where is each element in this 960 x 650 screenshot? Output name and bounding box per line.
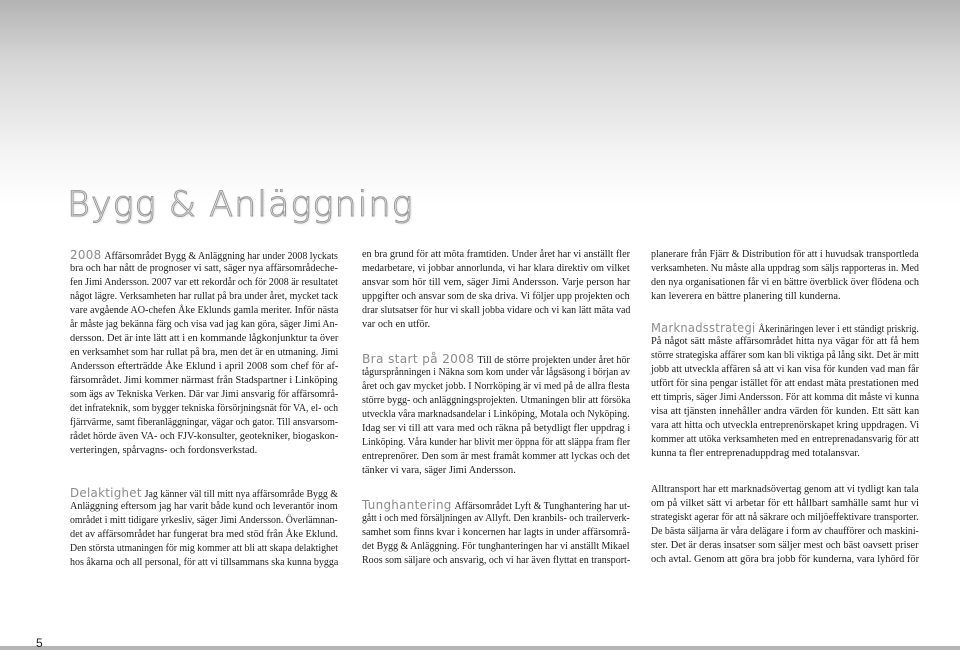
line-text: På något sätt måste affärsområdet hitta nya vägar för att få hem: [651, 336, 920, 347]
line-text: tänker vi vara, säger Jimi Andersson.: [362, 465, 516, 476]
line-text: visa att tjänsten innehåller andra värden för kunden. Ett sätt kan: [651, 406, 920, 417]
line-text: ster. Det är deras insatser som säljer mest och bäst oavsett priser: [651, 540, 919, 551]
text-line: [651, 349, 919, 363]
text-line: [651, 553, 919, 567]
line-text: något lägre. Verksamheten har rullat på bra under året, mycket tack: [70, 291, 339, 302]
line-text: kan leverera en bättre planering till kunderna.: [651, 291, 841, 302]
line-text: Roos som säljare och ansvarig, och vi har även flyttat en transport-: [362, 555, 631, 566]
line-text: området i mitt tidigare yrkesliv, säger Jimi Andersson. Överlämnan-: [70, 515, 338, 526]
line-text: fjärrvärme, samt fiberanläggningar, vägar och gator. Till ansvarsom-: [70, 417, 339, 428]
section-heading: Marknadsstrategi: [651, 320, 756, 335]
section-heading: Delaktighet: [70, 485, 142, 500]
text-line: [651, 539, 919, 553]
line-text: utveckla våra marknadsandelar i Linköping, Motala och Nyköping.: [362, 409, 630, 420]
line-text: Alltransport har ett marknadsövertag genom att vi tydligt kan tala: [651, 484, 919, 495]
line-text: Idag ser vi till att vara med och räkna på betydligt fler uppdrag i: [362, 423, 631, 434]
text-line: [651, 419, 919, 433]
line-text: större strategiska affärer som kan bli viktiga på lång sikt. Det är mitt: [651, 350, 920, 361]
text-line: [651, 391, 919, 405]
line-text: det av affärsområdet har fungerat bra med stöd från Åke Eklund.: [70, 529, 338, 540]
text-line: [651, 447, 860, 461]
text-line: [651, 335, 919, 349]
line-text: rådet hörde även VA- och FJV-konsulter, geotekniker, biogaskon-: [70, 431, 339, 442]
line-text: Jag känner väl till mitt nya affärsområde Bygg &: [144, 489, 338, 500]
line-text: det Bygg & Anläggning. För tunghanteringen har vi anställt Mikael: [362, 541, 630, 552]
section-heading: Tunghantering: [362, 497, 452, 512]
text-line: [651, 248, 919, 262]
line-text: Affärsområdet Lyft & Tunghantering har ut-: [454, 501, 631, 512]
text-line: [651, 363, 919, 377]
line-text: år måste jag bekänna färg och visa vad jag kan göra, säger Jimi An-: [70, 319, 338, 330]
line-text: verksamheten. Nu måste alla uppdrag som säljs rapporteras in. Med: [651, 263, 919, 274]
line-text: om på vilket sätt vi arbetar för ett hållbart samhälle samt hur vi: [651, 498, 919, 509]
line-text: De bästa säljarna är våra delägare i form av chaufförer och maskini-: [651, 526, 919, 537]
line-text: uppgifter och ansvar som de ska driva. Vi följer upp projekten och: [362, 291, 630, 302]
line-text: strategiskt agerar för att nå säkrare och miljöeffektivare transporter.: [651, 512, 919, 523]
line-text: den nya organisationen får vi en bättre överblick över flödena och: [651, 277, 919, 288]
line-text: dersson. Det är inte lätt att i en kommande lågkonjunktur ta över: [70, 333, 339, 344]
line-text: fen Jimi Andersson. 2007 var ett rekordår och för 2008 är resultatet: [70, 277, 338, 288]
line-text: verteringen, spårvagns- och fordonsverkstad.: [70, 445, 258, 456]
line-text: utfört för sina pengar istället för att endast mäta prestationen med: [651, 378, 919, 389]
line-text: året och gav mycket jobb. I Norrköping är vi med på de allra flesta: [362, 381, 630, 392]
line-text: en bra grund för att möta framtiden. Under året har vi anställt fler: [362, 249, 631, 260]
line-text: kunna ta fler entreprenaduppdrag med totalansvar.: [651, 448, 860, 459]
line-text: en verksamhet som har rullat på bra, men det är en utmaning. Jimi: [70, 347, 339, 358]
text-line: [651, 405, 919, 419]
line-text: bra och har nått de prognoser vi satt, säger nya affärsområdeche-: [70, 263, 338, 274]
line-text: kommer att utöka verksamheten med en entreprenadansvarig för att: [651, 434, 920, 445]
line-text: Åkerinäringen lever i ett ständigt priskrig.: [758, 324, 919, 335]
line-text: och avtal. Genom att göra bra jobb för kunderna, vara lyhörd för: [651, 554, 920, 565]
line-text: Anläggning eftersom jag har varit både kund och leverantör inom: [70, 501, 338, 512]
line-text: större bygg- och anläggningsprojekten. Utmaningen blir att försöka: [362, 395, 631, 406]
line-text: ett timpris, säger Jimi Andersson. För att komma dit måste vi kunna: [651, 392, 919, 403]
text-line: [651, 433, 919, 447]
page-number: 5: [36, 636, 43, 650]
text-line: [651, 276, 919, 290]
line-text: färsområdet. Jimi kommer närmast från Stadspartner i Linköping: [70, 375, 338, 386]
line-text: vara att hitta och utveckla entreprenörskapet kring uppdragen. Vi: [651, 420, 920, 431]
line-text: tågursprånningen i Näkna som kom under vår lågsäsong i början av: [362, 367, 631, 378]
section-heading: 2008: [70, 247, 102, 262]
line-text: som ägs av Tekniska Verken. Där var Jimi ansvarig för affärsområ-: [70, 389, 339, 400]
line-text: Andersson efterträdde Åke Eklund i april 2008 som chef för af-: [70, 361, 339, 372]
text-line: [651, 377, 919, 391]
line-text: Affärsområdet Bygg & Anläggning har under 2008 lyckats: [104, 251, 338, 262]
line-text: hos åkarna och all personal, för att vi tillsammans ska kunna bygga: [70, 557, 339, 568]
line-text: det infrateknik, som bygger tekniska försörjningsnät för VA, el- och: [70, 403, 339, 414]
section-heading: Bra start på 2008: [362, 351, 475, 366]
line-text: Den största utmaningen för mig kommer att bli att skapa delaktighet: [70, 543, 338, 554]
text-line: [651, 511, 919, 525]
line-text: vare avgående AO-chefen Åke Eklunds gamla meriter. Inför nästa: [70, 305, 339, 316]
line-text: medarbetare, vi jobbar annorlunda, vi har klara direktiv om vilket: [362, 263, 630, 274]
line-text: jobb att utveckla affären så att vi kan visa för kunden vad man får: [651, 364, 920, 375]
text-line: [651, 483, 919, 497]
line-text: Till de större projekten under året hör: [477, 355, 630, 366]
line-text: entreprenörer. Den som är mest framåt kommer att lyckas och det: [362, 451, 630, 462]
line-text: Linköping. Våra kunder har blivit mer öppna för att släppa fram fler: [362, 437, 631, 448]
line-text: ansvar som hör till vem, säger Jimi Andersson. Varje person har: [362, 277, 631, 288]
text-line: [651, 262, 919, 276]
text-line: [651, 525, 919, 539]
line-text: planerare från Fjärr & Distribution för att i huvudsak transportleda: [651, 249, 919, 260]
page-title: Bygg & Anläggning: [67, 185, 414, 225]
line-text: var och en utför.: [362, 319, 431, 330]
text-line: [651, 497, 919, 511]
text-line: [651, 290, 841, 304]
line-text: drar slutsatser för hur vi skall jobba vidare och vi kan lätt mäta vad: [362, 305, 631, 316]
line-text: samhet som finns kvar i koncernen har lagts in under affärsområ-: [362, 527, 631, 538]
line-text: gått i och med försäljningen av Allyft. Den kranbils- och trailerverk-: [362, 513, 630, 524]
